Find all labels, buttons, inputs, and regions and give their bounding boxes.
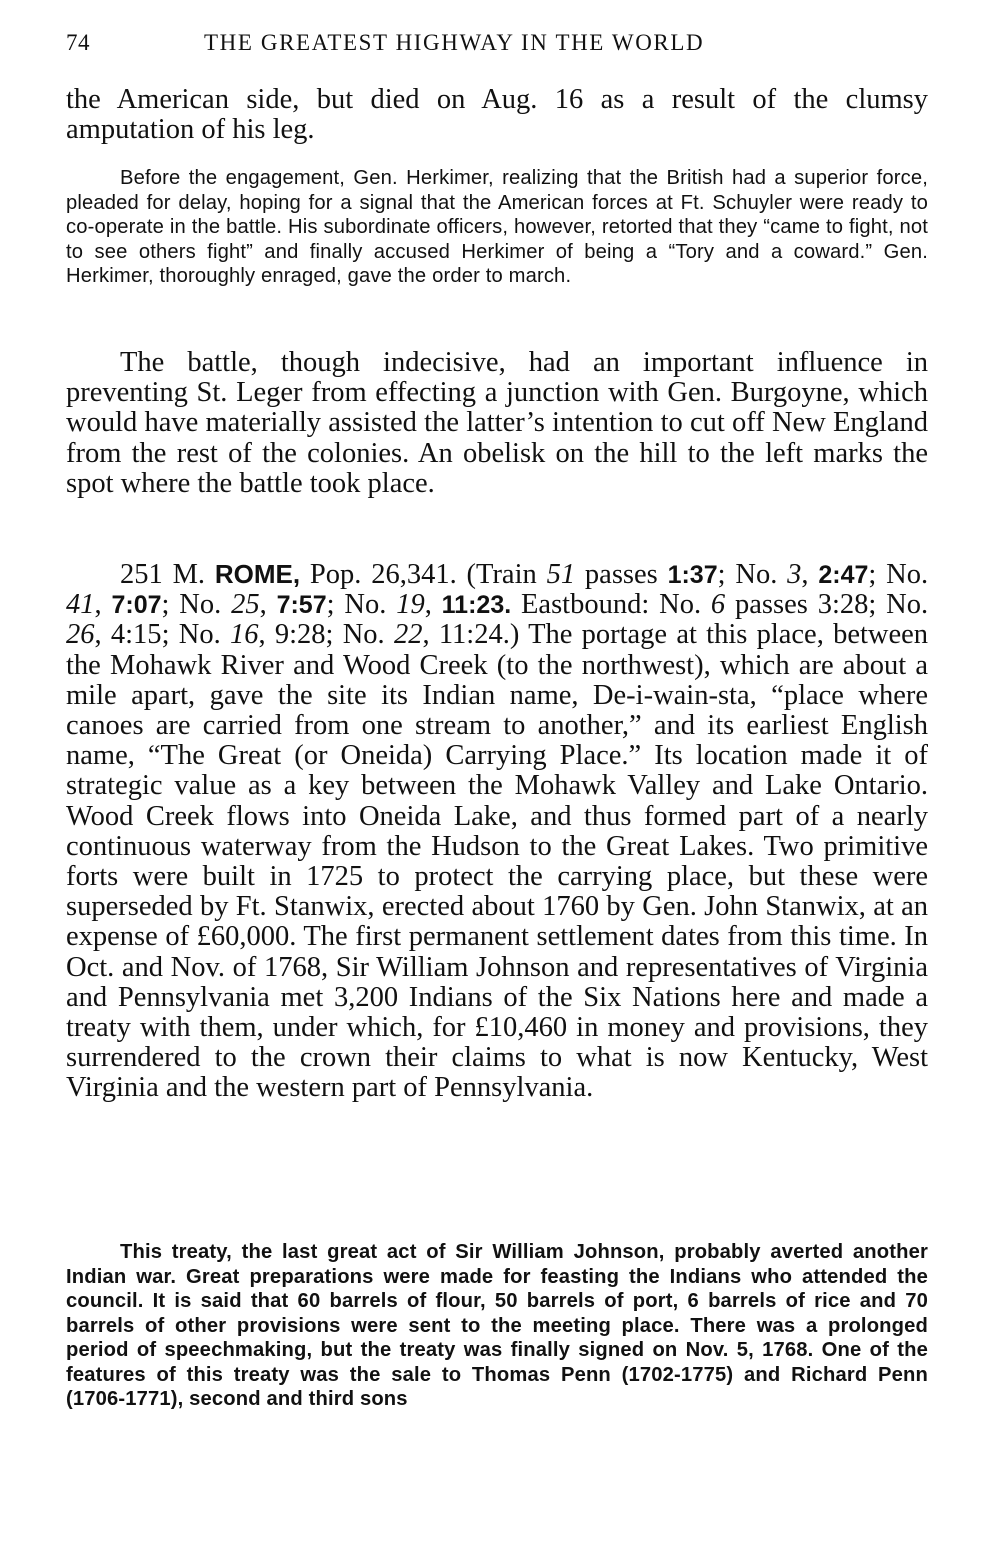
- train-time: 2:47: [818, 561, 869, 589]
- train-time: 11:23.: [441, 591, 512, 620]
- mileage: 251 M.: [120, 559, 206, 590]
- train-number: 6: [710, 589, 726, 621]
- train-number: 51: [546, 559, 576, 590]
- running-title: THE GREATEST HIGHWAY IN THE WORLD: [204, 30, 705, 55]
- train-no-label: No.: [342, 619, 385, 651]
- train-number: 22: [393, 619, 423, 651]
- train-no-label: No.: [886, 559, 929, 590]
- paragraph-rome-entry: 251 M. ROME, Pop. 26,341. (Train 51 passes 1:37; No. 3, 2:47; No. 41, 7:07; No. 25, 7:57; No. 19, 11:23. Eastbound: No. 6 passes 3:28; No. 26, 4:15; No. 16, 9:28; No. 22, 11:24.) The portage at this place, between the Mohawk River and Wood Creek (to the northwest), which are about a mile apart, gave the site its Indian name, De-i-wain-sta, “place where canoes are carried from one stream to another,” and its earliest English name, “The Great (or Oneida) Carrying Place.” Its location made it of strategic value as a key between the Mohawk Valley and Lake Ontario. Wood Creek flows into Oneida Lake, and thus formed part of a nearly continuous waterway from the Hudson to the Great Lakes. Two primitive forts were built in 1725 to protect the carrying place, but these were superseded by Ft. Stanwix, erected about 1760 by Gen. John Stanwix, at an expense of £60,000. The first permanent settlement dates from this time. In Oct. and Nov. of 1768, Sir William Johnson and representatives of Virginia and Pennsylvania met 3,200 Indians of the Six Nations here and made a treaty with them, under which, for £10,460 in money and provisions, they surrendered to the crown their claims to what is now Kentucky, West Virginia and the western part of Pennsylvania.: [66, 559, 929, 1104]
- eastbound-label: Eastbound:: [521, 589, 650, 621]
- train-schedule-open: (Train: [466, 559, 537, 590]
- passes-word: passes: [584, 559, 658, 590]
- train-no-label: No.: [179, 589, 222, 621]
- train-number: 19: [396, 589, 425, 621]
- train-time: 1:37: [667, 561, 718, 589]
- train-number: 25: [231, 589, 260, 621]
- paragraph-continuation: the American side, but died on Aug. 16 as a result of the clumsy amputation of his leg.: [66, 84, 928, 146]
- passes-word: passes: [735, 589, 808, 621]
- train-time: 3:28: [817, 589, 869, 621]
- note-herkimer-engagement: Before the engagement, Gen. Herkimer, realizing that the British had a superior force, pleaded for delay, hoping for a signal that the American forces at Ft. Schuyler were ready to co-operate in the battle. His subordinate officers, however, retorted that they “came to fight, not to see others fight” and finally accused Herkimer of being a “Tory and a coward.” Gen. Herkimer, thoroughly enraged, gave the order to march.: [66, 167, 928, 287]
- page-number: 74: [66, 30, 90, 55]
- train-no-label: No.: [344, 589, 387, 621]
- train-time: 11:24.): [438, 619, 520, 651]
- train-time: 4:15: [110, 619, 162, 651]
- train-no-label: No.: [659, 589, 702, 621]
- note-treaty: This treaty, the last great act of Sir William Johnson, probably averted another Indian war. Great preparations were made for feasting the Indians who attended the council. It is said that 60 barrels of flour, 50 barrels of port, 6 barrels of rice and 70 barrels of other provisions were sent to the meeting place. There was a prolonged period of speechmaking, but the treaty was finally signed on Nov. 5, 1768. One of the features of this treaty was the sale to Thomas Penn (1702-1775) and Richard Penn (1706-1771), second and third sons: [66, 1241, 928, 1410]
- page-header: [66, 30, 928, 64]
- train-time: 9:28: [274, 619, 326, 651]
- train-no-label: No.: [178, 619, 221, 651]
- train-number: 41: [66, 589, 95, 621]
- rome-description: The portage at this place, between the Mohawk River and Wood Creek (to the northwest), which are about a mile apart, gave the site its Indian name, De-i-wain-sta, “place where canoes are carried from one stream to another,” and its earliest English name, “The Great (or Oneida) Carrying Place.” Its location made it of strategic value as a key between the Mohawk Valley and Lake Ontario. Wood Creek flows into Oneida Lake, and thus formed part of a nearly continuous waterway from the Hudson to the Great Lakes. Two primitive forts were built in 1725 to protect the carrying place, but these were superseded by Ft. Stanwix, erected about 1760 by Gen. John Stanwix, at an expense of £60,000. The first permanent settlement dates from this time. In Oct. and Nov. of 1768, Sir William Johnson and representatives of Virginia and Pennsylvania met 3,200 Indians of the Six Nations here and made a treaty with them, under which, for £10,460 in money and provisions, they surrendered to the crown their claims to what is now Kentucky, West Virginia and the western part of Pennsylvania.: [66, 619, 929, 1104]
- train-no-label: No.: [735, 559, 778, 590]
- train-number: 3: [787, 559, 802, 590]
- paragraph-battle-influence: The battle, though indecisive, had an important influence in preventing St. Leger from effecting a junction with Gen. Burgoyne, which would have materially assisted the latter’s intention to cut off New England from the rest of the colonies. An obelisk on the hill to the left marks the spot where the battle took place.: [66, 347, 928, 499]
- train-time: 7:57: [276, 591, 327, 620]
- train-no-label: No.: [886, 589, 929, 621]
- train-number: 16: [229, 619, 259, 651]
- population: Pop. 26,341.: [309, 559, 457, 590]
- train-time: 7:07: [111, 591, 162, 620]
- train-number: 26: [66, 619, 95, 651]
- place-name: ROME,: [214, 559, 301, 589]
